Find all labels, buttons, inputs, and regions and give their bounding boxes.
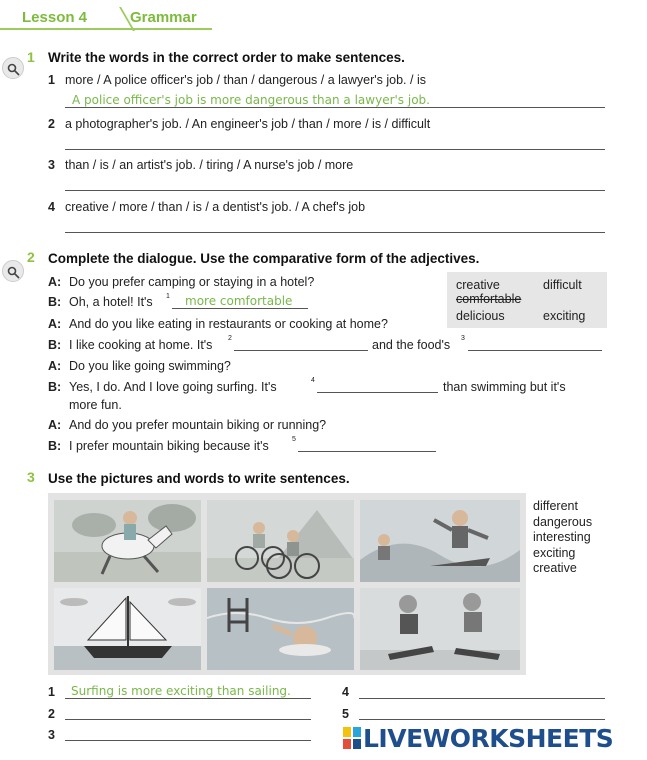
word-difficult: difficult (543, 278, 582, 292)
picture-sailing (54, 588, 201, 670)
gap-number: 3 (461, 335, 465, 342)
speaker-a: A: (48, 418, 62, 432)
answer-line[interactable] (65, 232, 605, 233)
ex3-answer-number: 1 (48, 685, 55, 699)
ex1-item-number: 1 (48, 73, 55, 87)
ex2-title: Complete the dialogue. Use the comparative form of the adjectives. (48, 251, 480, 266)
word-different: different (533, 499, 578, 513)
dialogue-line: And do you prefer mountain biking or running? (69, 418, 327, 432)
word-creative: creative (456, 278, 500, 292)
gap-number: 2 (228, 335, 232, 342)
word-exciting: exciting (543, 309, 586, 323)
picture-swimming (207, 588, 354, 670)
picture-mountain-biking (207, 500, 354, 582)
dialogue-line: Yes, I do. And I love going surfing. It's (69, 380, 277, 394)
ex1-item-number: 4 (48, 200, 55, 214)
dialogue-line: and the food's (372, 338, 451, 352)
speaker-b: B: (48, 295, 62, 309)
word-dangerous: dangerous (533, 514, 593, 529)
ex1-item-prompt: more / A police officer's job / than / dangerous / a lawyer's job. / is (65, 73, 426, 87)
lesson-header (0, 0, 647, 36)
speaker-b: B: (48, 439, 62, 453)
gap-2-line[interactable] (234, 350, 368, 351)
ex1-item-number: 3 (48, 158, 55, 172)
ex1-title: Write the words in the correct order to make sentences. (48, 50, 405, 65)
answer-line[interactable] (65, 190, 605, 191)
word-creative: creative (533, 561, 577, 575)
gap-number: 1 (166, 293, 170, 300)
ex3-line[interactable] (65, 719, 311, 720)
dialogue-line: And do you like eating in restaurants or cooking at home? (69, 317, 388, 331)
picture-surfing (360, 500, 520, 582)
dialogue-line: than swimming but it's (443, 380, 566, 394)
ex1-item-prompt: creative / more / than / is / a dentist's job. / A chef's job (65, 200, 366, 214)
ex3-line[interactable] (359, 719, 605, 720)
gap-3-line[interactable] (468, 350, 602, 351)
picture-horse-riding (54, 500, 201, 582)
ex3-title: Use the pictures and words to write sentences. (48, 471, 350, 486)
ex1-item-answer[interactable]: A police officer's job is more dangerous than a lawyer's job. (72, 93, 430, 107)
ex3-number: 3 (27, 469, 35, 485)
dialogue-line: Oh, a hotel! It's (69, 295, 153, 309)
liveworksheets-text: LIVEWORKSHEETS (363, 724, 614, 753)
key-icon (2, 260, 24, 282)
ex1-item-prompt: a photographer's job. / An engineer's job / than / more / is / difficult (65, 117, 431, 131)
speaker-a: A: (48, 275, 62, 289)
dialogue-line: Do you prefer camping or staying in a hotel? (69, 275, 315, 289)
ex3-line[interactable] (65, 740, 311, 741)
ex3-answer-number: 3 (48, 728, 55, 742)
liveworksheets-logo (343, 723, 643, 753)
ex3-line (65, 698, 311, 699)
liveworksheets-logo-icon (343, 727, 361, 749)
picture-panel (48, 493, 526, 675)
word-interesting: interesting (533, 530, 591, 544)
picture-skateboarding (360, 588, 520, 670)
ex1-number: 1 (27, 49, 35, 65)
speaker-b: B: (48, 338, 62, 352)
lesson-tab (0, 4, 212, 30)
ex3-answer-number: 5 (342, 707, 349, 721)
speaker-a: A: (48, 317, 62, 331)
gap-1-line (172, 308, 308, 309)
ex3-line[interactable] (359, 698, 605, 699)
lesson-label: Lesson 4 (22, 9, 88, 26)
dialogue-line: Do you like going swimming? (69, 359, 231, 373)
section-label: Grammar (130, 9, 197, 26)
ex3-answer-1[interactable]: Surfing is more exciting than sailing. (71, 684, 291, 698)
gap-5-line[interactable] (298, 451, 436, 452)
answer-line (65, 107, 605, 108)
word-comfortable: comfortable (456, 292, 522, 306)
gap-4-line[interactable] (317, 392, 438, 393)
gap-number: 5 (292, 436, 296, 443)
ex3-word-list (533, 499, 592, 577)
dialogue-line: I like cooking at home. It's (69, 338, 213, 352)
ex2-number: 2 (27, 249, 35, 265)
gap-1-answer[interactable]: more comfortable (185, 294, 293, 308)
ex1-item-number: 2 (48, 117, 55, 131)
word-exciting: exciting (533, 545, 576, 560)
ex3-answer-number: 2 (48, 707, 55, 721)
ex2-word-box (447, 272, 607, 328)
key-icon (2, 57, 24, 79)
speaker-a: A: (48, 359, 62, 373)
ex3-answer-number: 4 (342, 685, 349, 699)
ex1-item-prompt: than / is / an artist's job. / tiring / A nurse's job / more (65, 158, 354, 172)
dialogue-line: I prefer mountain biking because it's (69, 439, 269, 453)
speaker-b: B: (48, 380, 62, 394)
gap-number: 4 (311, 377, 315, 384)
word-delicious: delicious (456, 309, 505, 323)
dialogue-line: more fun. (69, 398, 122, 412)
answer-line[interactable] (65, 149, 605, 150)
